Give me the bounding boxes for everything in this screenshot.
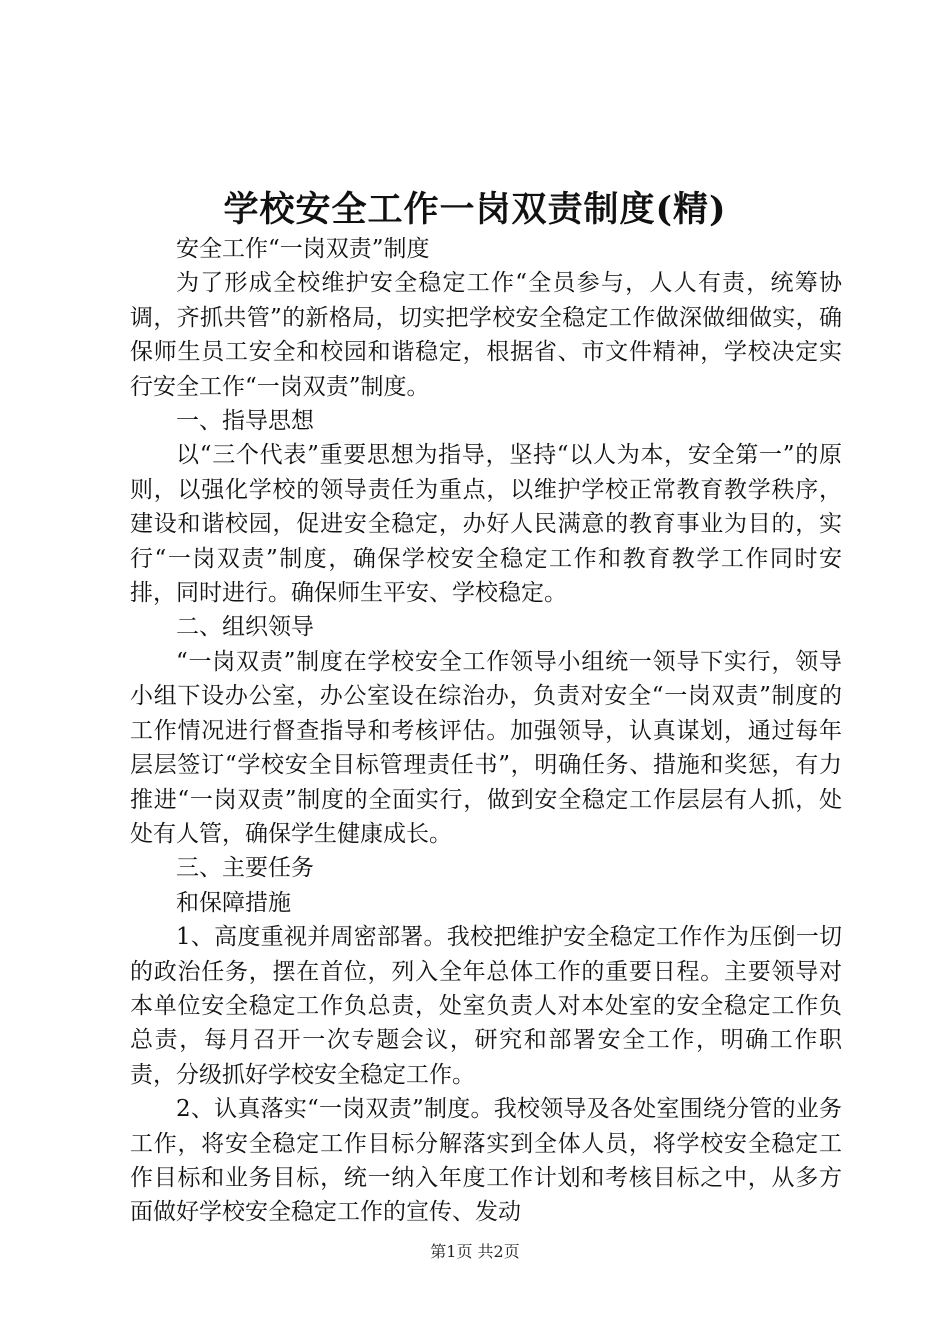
intro-paragraph: 为了形成全校维护安全稳定工作“全员参与，人人有责，统筹协调，齐抓共管”的新格局，切实把学校安全稳定工作做深做细做实，确保师生员工安全和校园和谐稳定，根据省、市文件精神，学校决定实行安全工作“一岗双责”制度。 bbox=[130, 270, 842, 400]
document-title: 学校安全工作一岗双责制度(精) bbox=[223, 189, 727, 230]
page-number-footer: 第1页 共2页 bbox=[430, 1242, 520, 1261]
document-body bbox=[130, 232, 842, 1230]
section-1-paragraph: 以“三个代表”重要思想为指导，坚持“以人为本，安全第一”的原则，以强化学校的领导责任为重点，以维护学校正常教育教学秩序，建设和谐校园，促进安全稳定，办好人民满意的教育事业为目的，实行“一岗双责”制度，确保学校安全稳定工作和教育教学工作同时安排，同时进行。确保师生平安、学校稳定。 bbox=[130, 442, 842, 607]
section-2-paragraph: “一岗双责”制度在学校安全工作领导小组统一领导下实行，领导小组下设办公室，办公室设在综治办，负责对安全“一岗双责”制度的工作情况进行督查指导和考核评估。加强领导，认真谋划，通过每年层层签订“学校安全目标管理责任书”，明确任务、措施和奖惩，有力推进“一岗双责”制度的全面实行，做到安全稳定工作层层有人抓，处处有人管，确保学生健康成长。 bbox=[130, 648, 842, 847]
document-subtitle: 安全工作“一岗双责”制度 bbox=[176, 236, 430, 262]
section-3-heading-continued: 和保障措施 bbox=[176, 889, 291, 916]
section-1-heading: 一、指导思想 bbox=[176, 408, 314, 435]
section-2-heading: 二、组织领导 bbox=[176, 614, 314, 641]
item-2-paragraph: 2、认真落实“一岗双责”制度。我校领导及各处室围绕分管的业务工作，将安全稳定工作目标分解落实到全体人员，将学校安全稳定工作目标和业务目标，统一纳入年度工作计划和考核目标之中，从多方面做好学校安全稳定工作的宣传、发动 bbox=[130, 1096, 842, 1226]
item-1-paragraph: 1、高度重视并周密部署。我校把维护安全稳定工作作为压倒一切的政治任务，摆在首位，列入全年总体工作的重要日程。主要领导对本单位安全稳定工作负总责，处室负责人对本处室的安全稳定工作负总责，每月召开一次专题会议，研究和部署安全工作，明确工作职责，分级抓好学校安全稳定工作。 bbox=[130, 924, 842, 1088]
section-3-heading: 三、主要任务 bbox=[176, 855, 314, 882]
